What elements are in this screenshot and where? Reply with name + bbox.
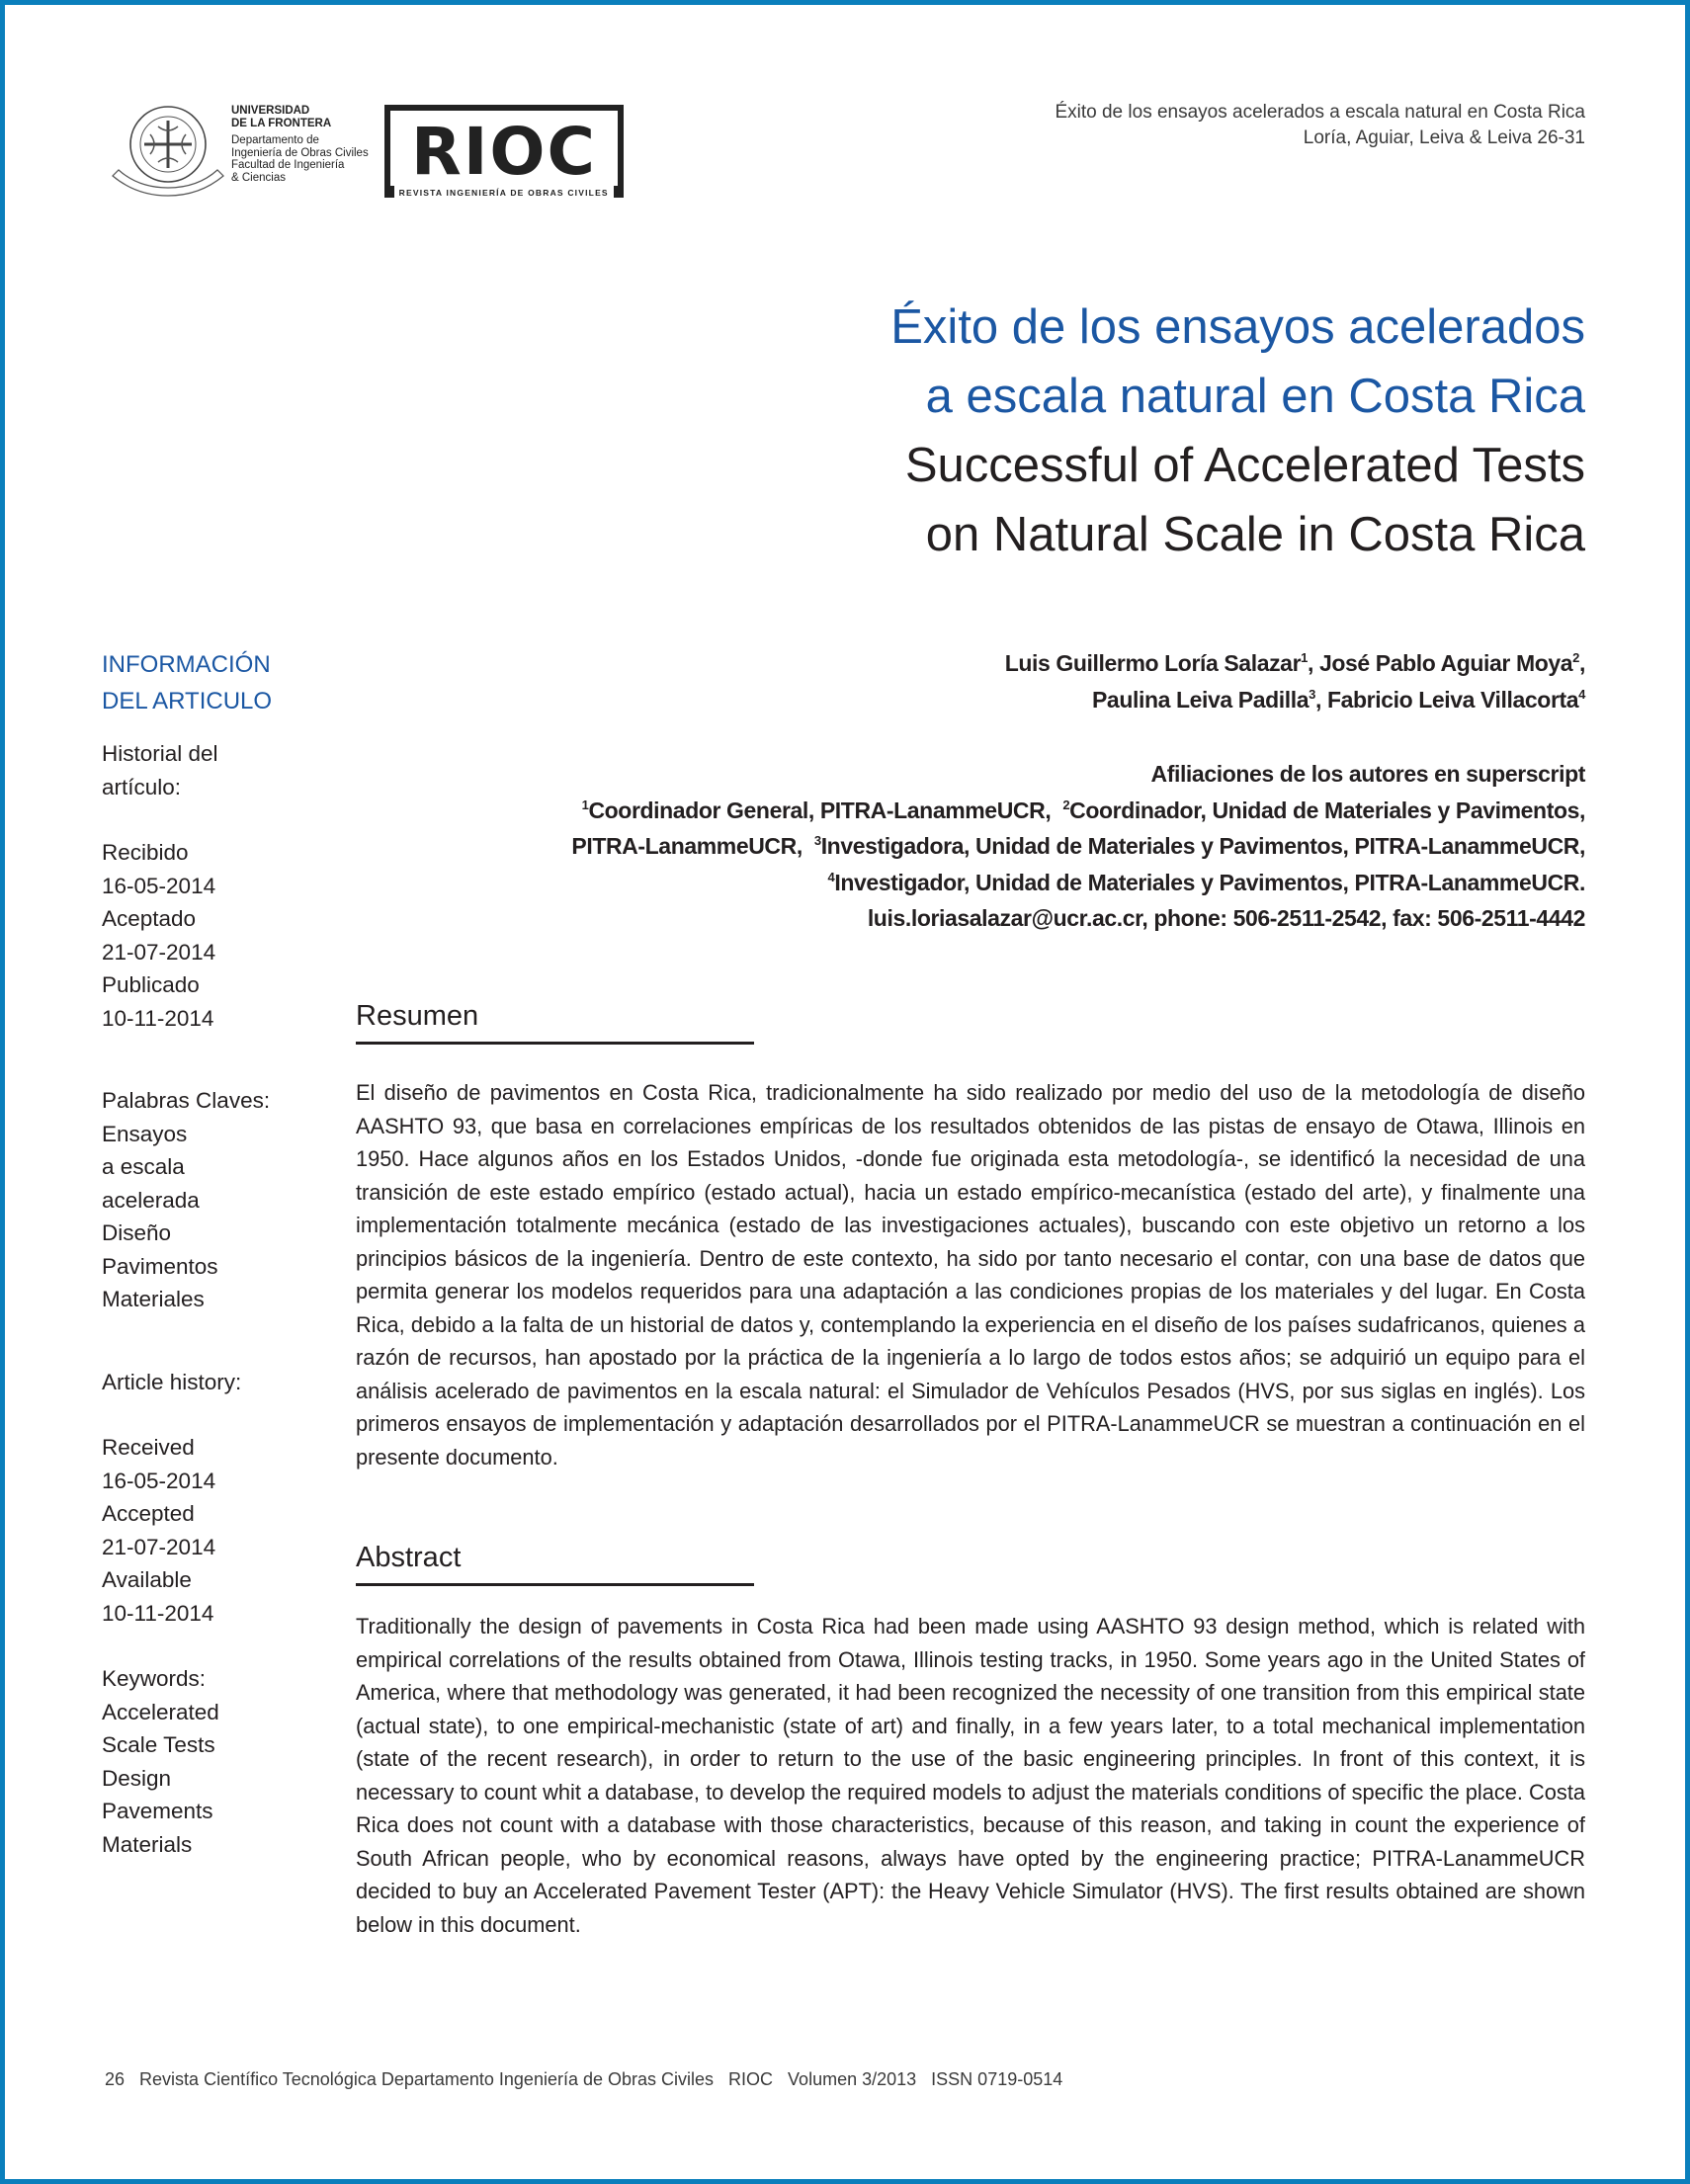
header-logos — [111, 103, 626, 202]
footer-issn: ISSN 0719-0514 — [931, 2069, 1063, 2089]
abstract-heading: Abstract — [356, 1542, 462, 1573]
history-label: Publicado — [102, 972, 200, 997]
footer-journal: Revista Científico Tecnológica Departamento Ingeniería de Obras Civiles — [139, 2069, 715, 2089]
history-date: 21-07-2014 — [102, 939, 216, 965]
department-line1: Departamento de — [231, 134, 319, 146]
affiliation-1: Coordinador General, PITRA-LanammeUCR, — [588, 797, 1052, 823]
history-label: Received — [102, 1435, 195, 1460]
keyword: Materiales — [102, 1287, 205, 1311]
history-en-label: Article history: — [102, 1369, 242, 1394]
author-name: Paulina Leiva Padilla — [1091, 687, 1310, 713]
keyword: Design — [102, 1765, 172, 1791]
history-label: Available — [102, 1567, 192, 1592]
rioc-logo-subtitle: REVISTA INGENIERÍA DE OBRAS CIVILES — [398, 188, 609, 198]
abstract-text: Traditionally the design of pavements in Costa Rica had been made using AASHTO 93 design method, which is related with empirical correlations of the results obtained from Otawa, Illinois testing tracks, in 1950. Some years ago in the United States of America, where that methodology was generated, it had been recognized the necessity of one transition from this empirical state (actual state), to one empirical-mechanistic (state of art) and finally, in a few years later, to a total mechanical implementation (state of the recent research), in order to return to the use of the basic engineering principles. In front of this context, it is necessary to count whit a database, to develop the required models to adjust the materials conditions of specific the place. Costa Rica does not count with a database with those characteristics, because of this reason, and taking in count the experience of South African people, who by economical reasons, always have opted by the engineering practice; PITRA-LanammeUCR decided to buy an Accelerated Pavement Tester (APT): the Heavy Vehicle Simulator (HVS). The first results obtained are shown below in this document. — [356, 1614, 1585, 1937]
article-info-heading-line1: INFORMACIÓN — [102, 651, 271, 678]
article-title — [890, 293, 1585, 569]
author-list: Luis Guillermo Loría Salazar$^1$, José Pablo Aguiar Moya$^2$, Paulina Leiva Padilla$^3$, Fabricio Leiva Villacorta$^4$ — [1004, 650, 1585, 713]
affiliations-heading: Afiliaciones de los autores en superscript — [1150, 761, 1585, 787]
history-es-list — [102, 836, 309, 1035]
university-name-line2: DE LA FRONTERA — [231, 118, 332, 129]
keywords-es-list — [102, 1118, 309, 1316]
article-info-heading-line2: DEL ARTICULO — [102, 688, 273, 714]
author-name: Fabricio Leiva Villacorta — [1326, 687, 1579, 713]
keyword: Scale Tests — [102, 1732, 215, 1757]
title-english-line2: on Natural Scale in Costa Rica — [925, 508, 1585, 561]
history-label: Recibido — [102, 840, 189, 865]
author-affiliation-mark: 4 — [1578, 687, 1585, 702]
affiliation-mark: 3 — [813, 833, 821, 848]
resumen-text: El diseño de pavimentos en Costa Rica, tradicionalmente ha sido realizado por medio del uso de la metodología de diseño AASHTO 93, que basa en correlaciones empíricas de los resultados obtenidos de las pistas de ensayo de Otawa, Illinois en 1950. Hace algunos años en los Estados Unidos, -donde fue originada esta metodología-, se identificó la necesidad de una transición de este estado empírico (estado actual), hacia un estado empírico-mecanística (estado del arte), y finalmente una implementación totalmente mecánica (estado de las investigaciones actuales), buscando con este objetivo un retorno a los principios básicos de la ingeniería. Dentro de este contexto, ha sido por tanto necesario el contar, con una base de datos que permita generar los modelos requeridos para una adaptación a las condiciones propias de los materiales y del lugar. En Costa Rica, debido a la falta de un historial de datos y, contemplando la experiencia en el diseño de los países sudafricanos, quienes a razón de recursos, han apostado por la práctica de la ingeniería a lo largo de todos estos años; se adquirió un equipo para el análisis acelerado de pavimentos en la escala natural: el Simulador de Vehículos Pesados (HVS, por sus siglas en inglés). Los primeros ensayos de implementación y adaptación desarrollados por el PITRA-LanammeUCR se muestran a continuación en el presente documento. — [356, 1080, 1585, 1470]
keyword: Accelerated — [102, 1699, 219, 1724]
resumen-heading: Resumen — [356, 1000, 479, 1032]
contact-info: luis.loriasalazar@ucr.ac.cr, phone: 506-2511-2542, fax: 506-2511-4442 — [867, 905, 1585, 931]
history-es-label-line2: artículo: — [102, 774, 182, 799]
author-affiliation-mark: 2 — [1572, 650, 1579, 665]
affiliation-4: Investigador, Unidad de Materiales y Pavimentos, PITRA-LanammeUCR. — [834, 869, 1585, 895]
affiliation-mark: 4 — [827, 869, 835, 884]
history-date: 16-05-2014 — [102, 873, 216, 898]
page-number: 26 — [105, 2069, 126, 2089]
keyword: Materials — [102, 1831, 193, 1857]
keyword: Diseño — [102, 1220, 172, 1245]
department-line2: Ingeniería de Obras Civiles — [231, 146, 369, 159]
article-info-heading — [102, 646, 309, 719]
keywords-es-label: Palabras Claves: — [102, 1088, 271, 1113]
affiliations — [571, 756, 1585, 937]
running-header — [1055, 100, 1585, 151]
affiliation-2-cont: PITRA-LanammeUCR, — [571, 833, 803, 859]
author-name: Luis Guillermo Loría Salazar — [1004, 650, 1302, 676]
history-date: 16-05-2014 — [102, 1468, 216, 1493]
keywords-en-label: Keywords: — [102, 1666, 207, 1691]
footer-abbrev: RIOC — [728, 2069, 774, 2089]
keywords-en-list — [102, 1696, 309, 1862]
keyword: Ensayos — [102, 1121, 188, 1146]
keyword: acelerada — [102, 1187, 200, 1213]
history-date: 10-11-2014 — [102, 1005, 214, 1031]
university-text — [231, 105, 369, 184]
author-affiliation-mark: 1 — [1301, 650, 1308, 665]
university-name-line1: UNIVERSIDAD — [231, 105, 310, 117]
keyword: Pavimentos — [102, 1253, 218, 1279]
history-date: 21-07-2014 — [102, 1534, 216, 1559]
rioc-logo — [382, 103, 626, 202]
keyword: Pavements — [102, 1799, 213, 1823]
history-en-list — [102, 1431, 309, 1630]
affiliation-mark: 2 — [1062, 797, 1070, 812]
article-info-sidebar — [102, 646, 309, 1861]
running-authors: Loría, Aguiar, Leiva & Leiva 26-31 — [1303, 127, 1585, 148]
history-es-label-line1: Historial del — [102, 741, 218, 766]
department-line4: & Ciencias — [231, 171, 286, 184]
author-name: José Pablo Aguiar Moya — [1318, 650, 1573, 676]
history-label: Accepted — [102, 1501, 195, 1526]
title-spanish-line2: a escala natural en Costa Rica — [925, 370, 1585, 423]
title-english-line1: Successful of Accelerated Tests — [904, 439, 1585, 492]
department-line3: Facultad de Ingeniería — [231, 159, 345, 171]
title-spanish-line1: Éxito de los ensayos acelerados — [890, 300, 1585, 354]
running-title: Éxito de los ensayos acelerados a escala natural en Costa Rica — [1055, 102, 1585, 123]
footer-volume: Volumen 3/2013 — [788, 2069, 917, 2089]
university-seal-icon — [111, 103, 225, 198]
abstract-rule — [356, 1583, 754, 1586]
affiliation-mark: 1 — [581, 797, 589, 812]
history-es-label — [102, 737, 309, 803]
affiliation-3: Investigadora, Unidad de Materiales y Pavimentos, PITRA-LanammeUCR, — [820, 833, 1585, 859]
page-footer — [105, 2069, 1062, 2090]
history-date: 10-11-2014 — [102, 1600, 214, 1626]
rioc-logo-text: RIOC — [410, 114, 597, 190]
history-label: Aceptado — [102, 906, 197, 931]
rioc-frame-icon — [382, 103, 626, 202]
resumen-rule — [356, 1042, 754, 1045]
affiliation-2: Coordinador, Unidad de Materiales y Pavimentos, — [1069, 797, 1585, 823]
author-affiliation-mark: 3 — [1309, 687, 1315, 702]
keyword: a escala — [102, 1154, 185, 1179]
